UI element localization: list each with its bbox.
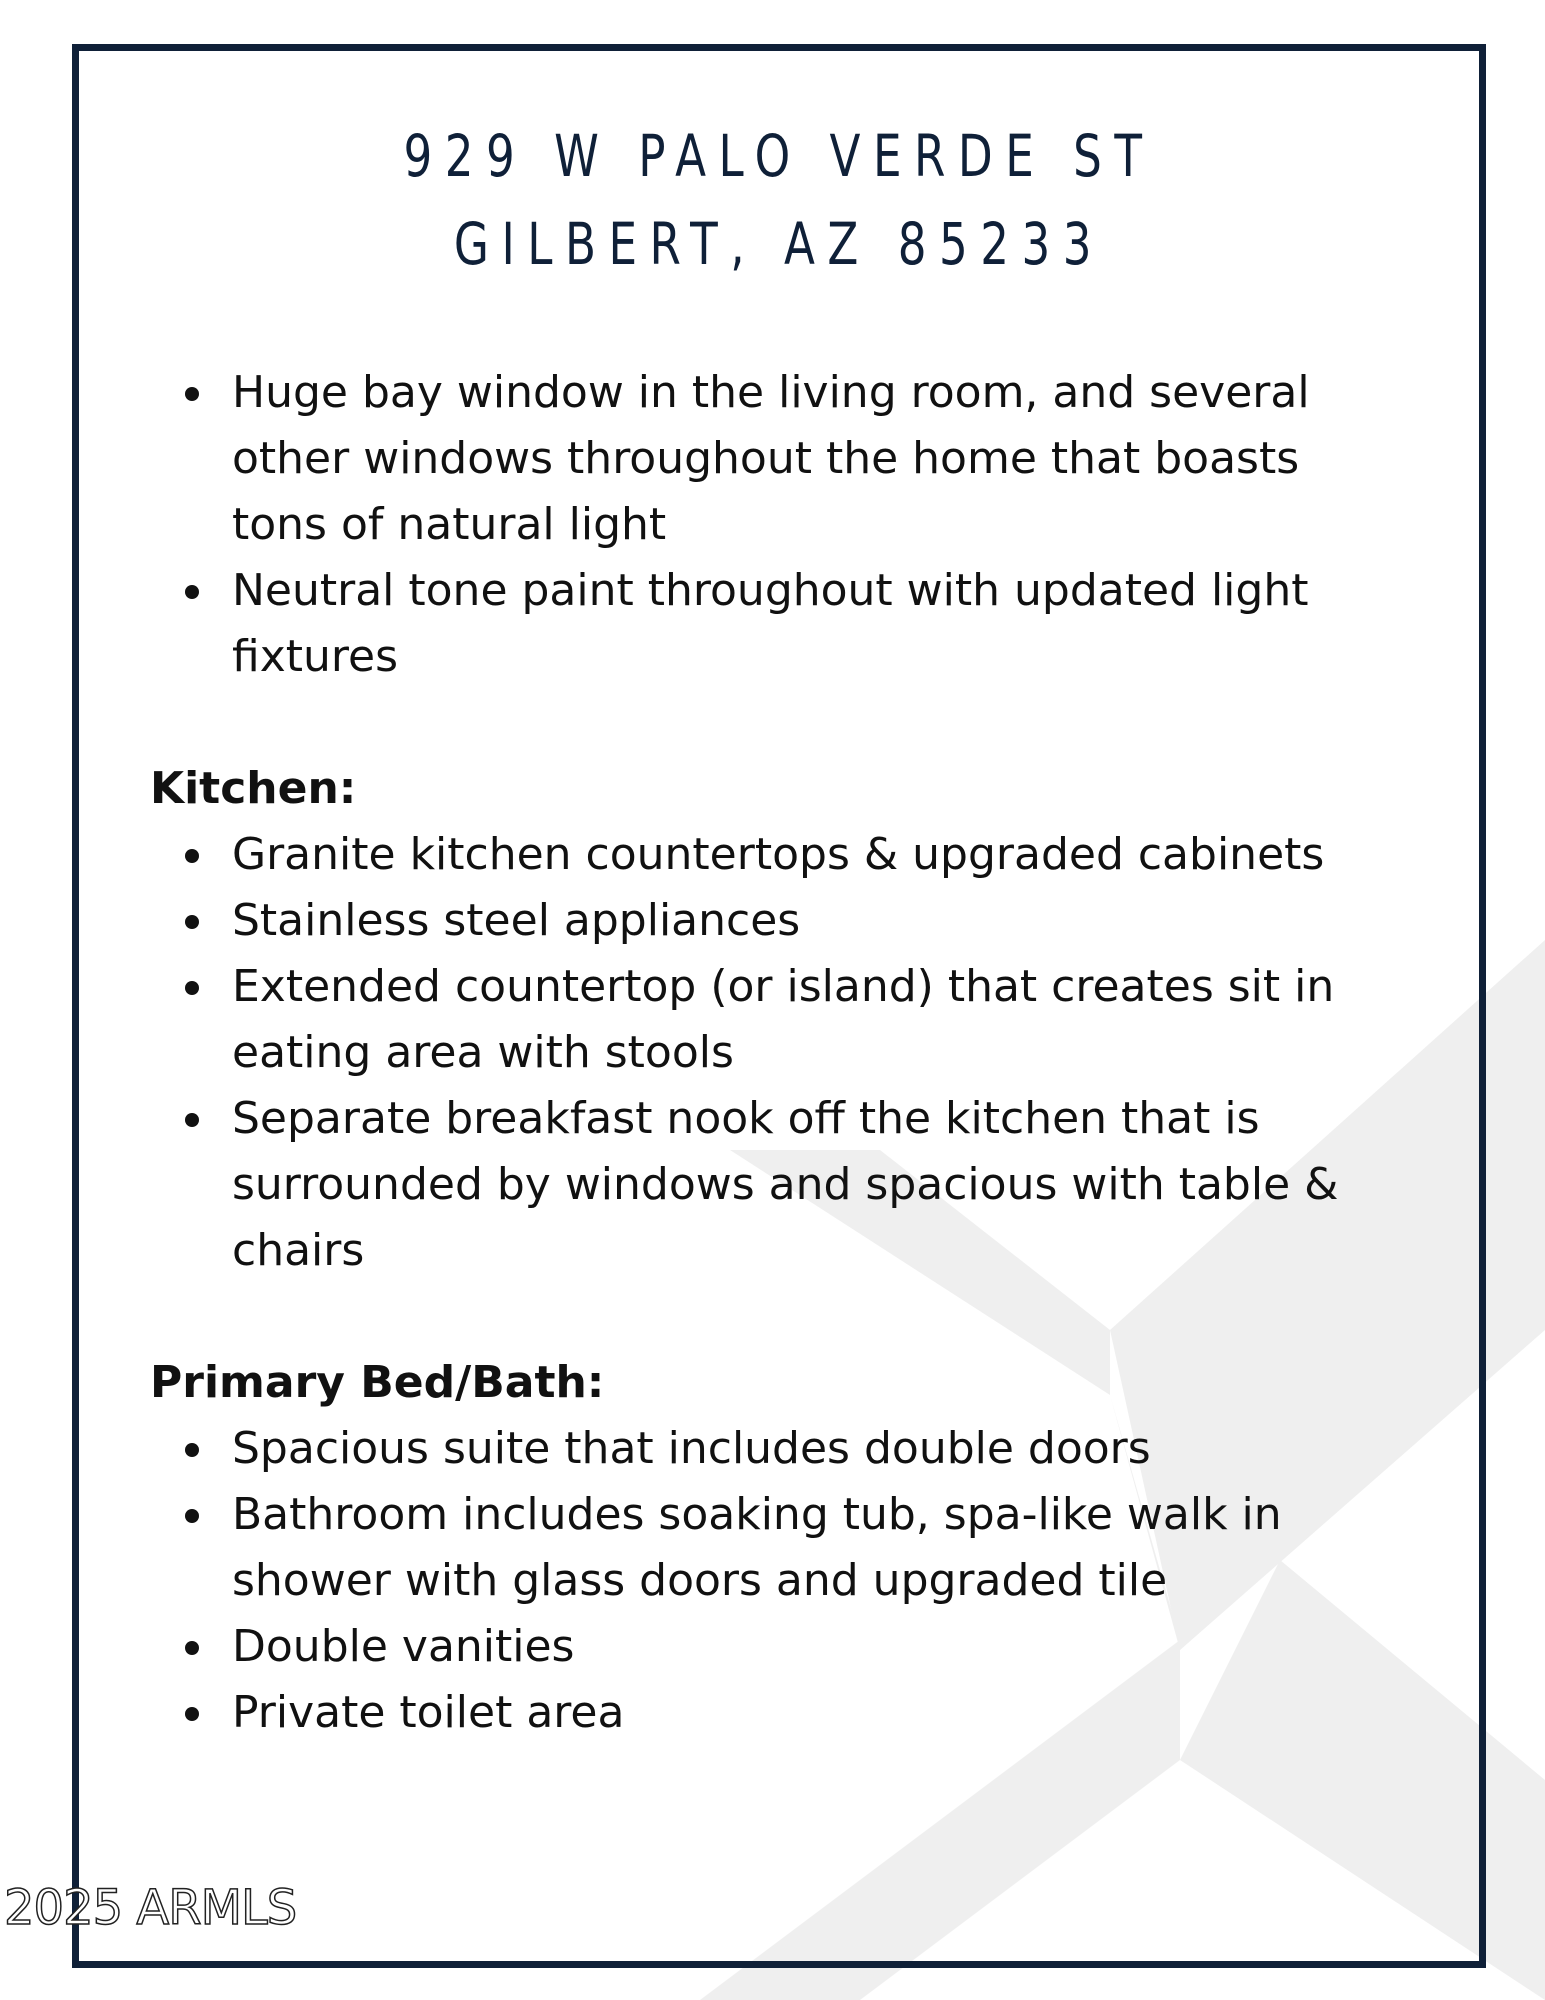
- feature-list: [150, 360, 1400, 1746]
- list-item: Stainless steel appliances: [150, 888, 1400, 954]
- list-item: Spacious suite that includes double doors: [150, 1416, 1400, 1482]
- list-item: Extended countertop (or island) that creates sit in eating area with stools: [150, 954, 1400, 1086]
- property-address: [228, 112, 1331, 288]
- list-item: Neutral tone paint throughout with updated light fixtures: [150, 558, 1400, 690]
- list-item: Double vanities: [150, 1614, 1400, 1680]
- kitchen-heading: Kitchen:: [150, 763, 357, 814]
- city-line: GILBERT, AZ 85233: [453, 210, 1105, 278]
- list-item: Private toilet area: [150, 1680, 1400, 1746]
- primary-bed-bath-list: [150, 1416, 1400, 1746]
- address-line: 929 W PALO VERDE ST: [403, 122, 1155, 190]
- list-item: Huge bay window in the living room, and several other windows throughout the home that boasts tons of natural light: [150, 360, 1400, 558]
- primary-bed-bath-heading: Primary Bed/Bath:: [150, 1357, 605, 1408]
- list-item: Granite kitchen countertops & upgraded cabinets: [150, 822, 1400, 888]
- list-item: Bathroom includes soaking tub, spa-like walk in shower with glass doors and upgraded tile: [150, 1482, 1400, 1614]
- kitchen-list: [150, 822, 1400, 1284]
- copyright-watermark: 2025 ARMLS: [4, 1880, 297, 1936]
- list-item: Separate breakfast nook off the kitchen that is surrounded by windows and spacious with table & chairs: [150, 1086, 1400, 1284]
- intro-list: [150, 360, 1400, 690]
